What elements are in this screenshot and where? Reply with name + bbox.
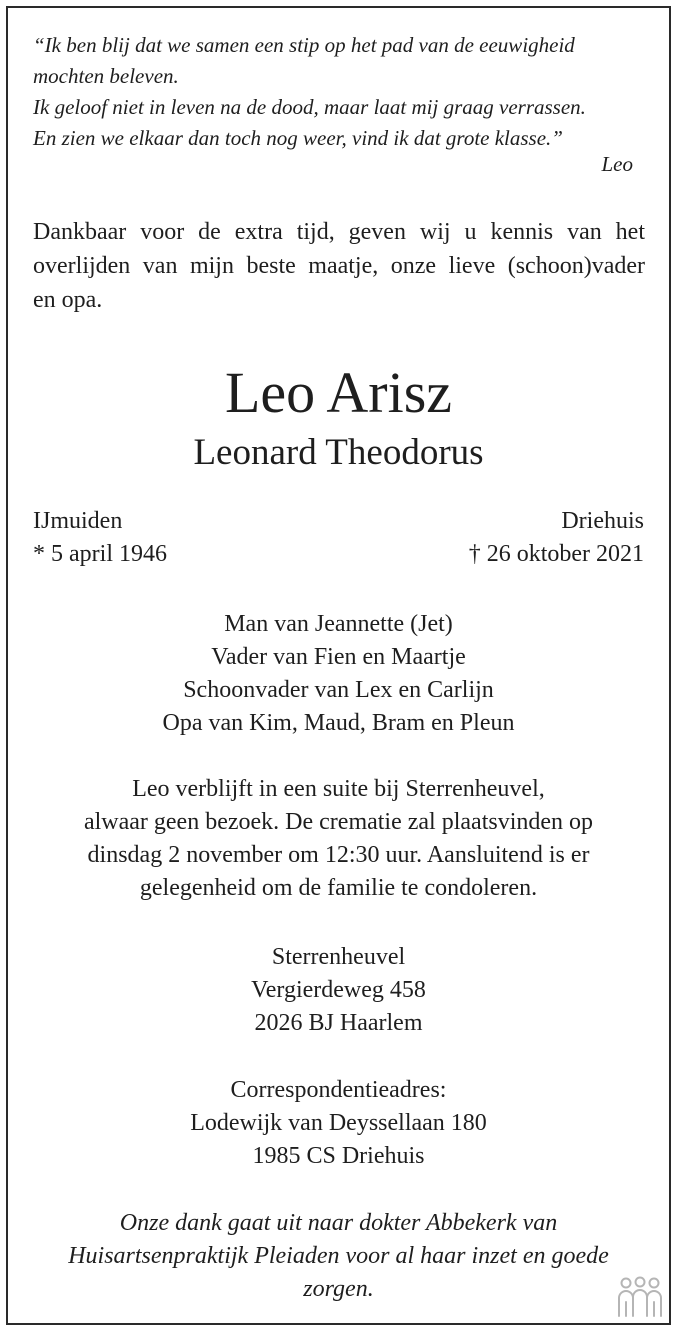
deceased-full-name: Leonard Theodorus [193,432,484,473]
quote-line: En zien we elkaar dan toch nog weer, vind ik dat grote klasse.” [33,126,563,150]
quote-line: Ik geloof niet in leven na de dood, maar laat mij graag verrassen. [33,95,586,119]
notice-line: alwaar geen bezoek. De crematie zal plaatsvinden op [83,809,594,835]
intro-line: Dankbaar voor de extra tijd, geven wij u kennis van het [33,219,645,245]
people-group-icon [616,1276,664,1318]
death-place: Driehuis [561,508,644,534]
venue-line: Sterrenheuvel [271,944,406,970]
venue-address [0,941,677,1040]
relation-line: Man van Jeannette (Jet) [224,611,453,637]
quote-author: Leo [601,152,633,176]
family-relations [0,608,677,740]
notice-line: dinsdag 2 november om 12:30 uur. Aansluitend is er [87,842,590,868]
quote-line: mochten beleven. [33,64,179,88]
thanks-message [0,1207,677,1306]
death-date: † 26 oktober 2021 [468,541,644,567]
thanks-line: Onze dank gaat uit naar dokter Abbekerk van [119,1210,558,1236]
intro-line: overlijden van mijn beste maatje, onze lieve (schoon)vader [33,253,645,279]
intro-line: en opa. [33,287,103,313]
thanks-line: zorgen. [303,1276,374,1302]
relation-line: Schoonvader van Lex en Carlijn [183,677,494,703]
intro-paragraph [33,215,645,317]
notice-line: gelegenheid om de familie te condoleren. [139,875,538,901]
cremation-notice [0,773,677,905]
quote-line: “Ik ben blij dat we samen een stip op het pad van de eeuwigheid [33,33,575,57]
correspondence-address [0,1074,677,1173]
notice-line: Leo verblijft in een suite bij Sterrenheuvel, [132,776,545,802]
birth-place: IJmuiden [33,508,123,534]
deceased-name: Leo Arisz [224,360,453,425]
opening-quote [33,30,643,154]
relation-line: Opa van Kim, Maud, Bram en Pleun [162,710,515,736]
correspondence-line: Correspondentieadres: [230,1077,447,1103]
correspondence-line: Lodewijk van Deyssellaan 180 [190,1110,487,1136]
correspondence-line: 1985 CS Driehuis [252,1143,425,1169]
venue-line: Vergierdeweg 458 [251,977,426,1003]
birth-date: * 5 april 1946 [33,541,167,567]
venue-line: 2026 BJ Haarlem [254,1010,423,1036]
relation-line: Vader van Fien en Maartje [211,644,466,670]
thanks-line: Huisartsenpraktijk Pleiaden voor al haar inzet en goede [68,1243,609,1269]
